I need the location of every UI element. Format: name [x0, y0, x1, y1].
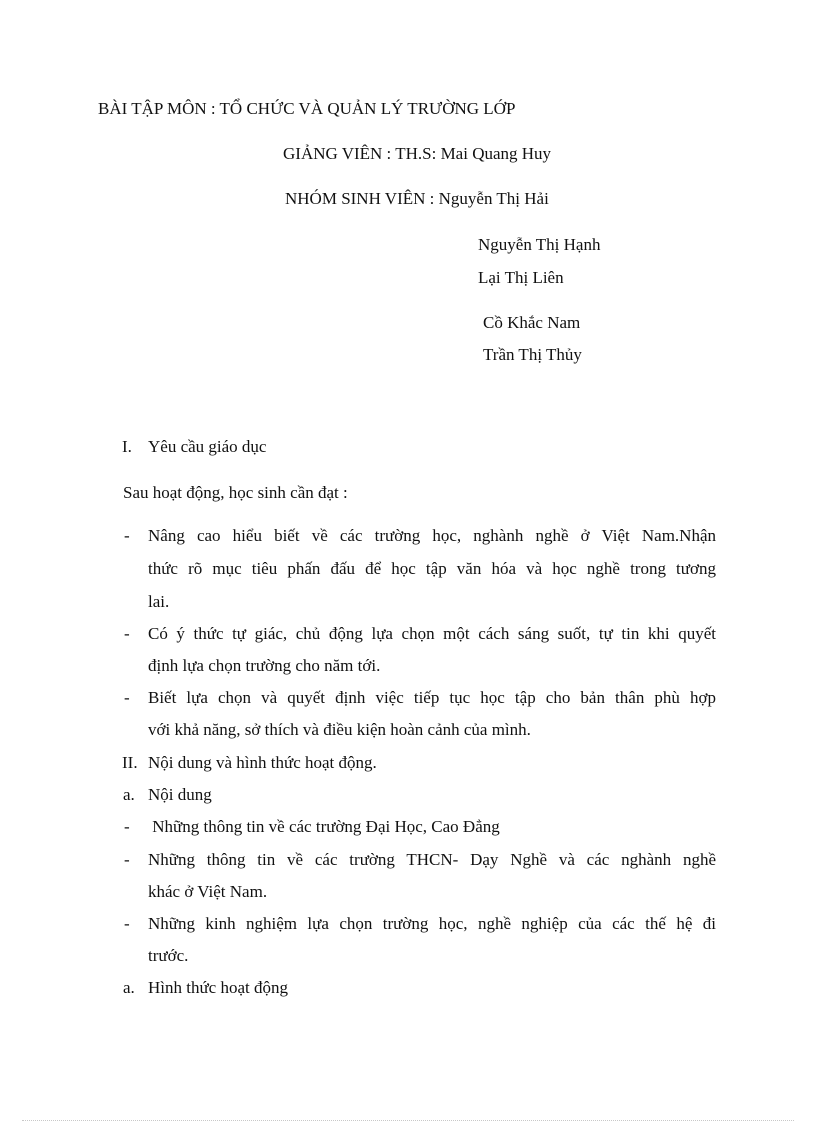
subsection-heading: Nội dung	[148, 785, 212, 804]
bullet-text-line: lai.	[148, 592, 170, 611]
bullet-marker: -	[124, 817, 130, 836]
bullet-text-line: thức rõ mục tiêu phấn đấu để học tập văn hóa và học nghề trong tương	[148, 559, 716, 578]
section-heading: Nội dung và hình thức hoạt động.	[148, 753, 377, 772]
bullet-marker: -	[124, 526, 130, 545]
bullet-text-line: định lựa chọn trường cho năm tới.	[148, 656, 381, 675]
group-member: Nguyễn Thị Hạnh	[478, 235, 601, 254]
bullet-text-line: Những thông tin về các trường THCN- Dạy Nghề và các nghành nghề	[148, 850, 716, 869]
bullet-marker: -	[124, 624, 130, 643]
group-member: Trần Thị Thủy	[483, 345, 582, 364]
section-heading: Yêu cầu giáo dục	[148, 437, 267, 456]
bullet-text-line: Có ý thức tự giác, chủ động lựa chọn một cách sáng suốt, tự tin khi quyết	[148, 624, 716, 643]
bullet-text-line: với khả năng, sở thích và điều kiện hoàn cảnh của mình.	[148, 720, 531, 739]
bullet-marker: -	[124, 850, 130, 869]
subsection-marker: a.	[123, 785, 135, 804]
section-number: I.	[122, 437, 132, 456]
bullet-text-line: khác ở Việt Nam.	[148, 882, 268, 901]
student-group-line: NHÓM SINH VIÊN : Nguyễn Thị Hải	[285, 189, 549, 208]
bullet-marker: -	[124, 914, 130, 933]
section-intro: Sau hoạt động, học sinh cần đạt :	[123, 483, 348, 502]
group-member: Cồ Khắc Nam	[483, 313, 581, 332]
bullet-text-line: trước.	[148, 946, 189, 965]
lecturer-line: GIẢNG VIÊN : TH.S: Mai Quang Huy	[283, 144, 552, 163]
bullet-text-line: Những thông tin về các trường Đại Học, Cao Đẳng	[148, 817, 500, 836]
section-number: II.	[122, 753, 138, 772]
bullet-text-line: Biết lựa chọn và quyết định việc tiếp tục học tập cho bản thân phù hợp	[148, 688, 716, 707]
bullet-text-line: Những kinh nghiệm lựa chọn trường học, nghề nghiệp của các thế hệ đi	[148, 914, 716, 933]
subsection-marker: a.	[123, 978, 135, 997]
document-title: BÀI TẬP MÔN : TỔ CHỨC VÀ QUẢN LÝ TRƯỜNG LỚP	[98, 99, 516, 118]
bullet-text-line: Nâng cao hiểu biết về các trường học, nghành nghề ở Việt Nam.Nhận	[148, 526, 716, 545]
group-member: Lại Thị Liên	[478, 268, 564, 287]
bullet-marker: -	[124, 688, 130, 707]
page-bottom-divider	[22, 1120, 794, 1121]
subsection-heading: Hình thức hoạt động	[148, 978, 289, 997]
